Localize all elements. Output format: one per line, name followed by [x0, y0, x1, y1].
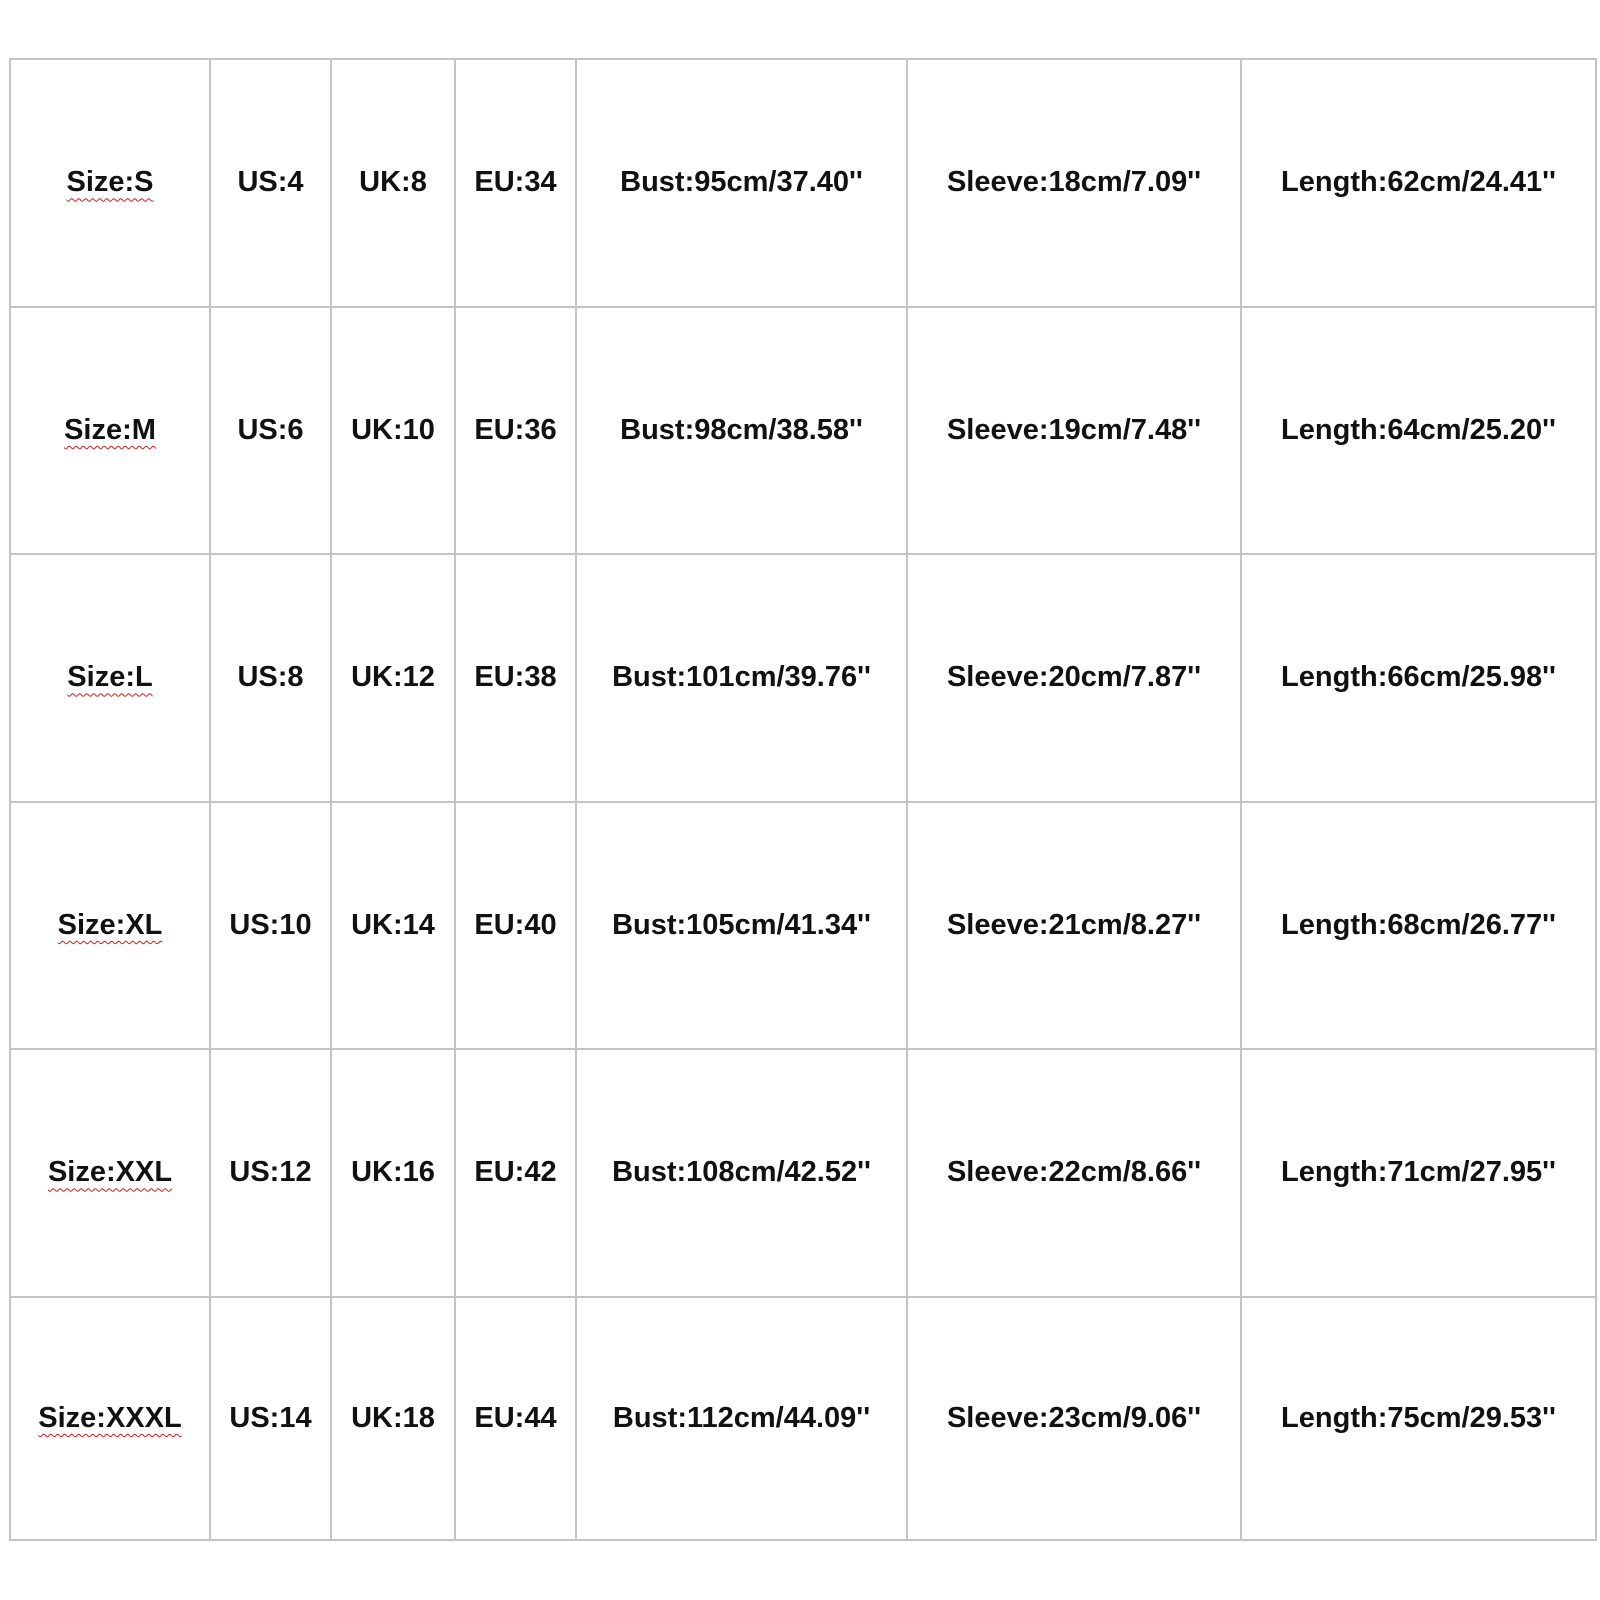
bust-cell: Bust:105cm/41.34'': [576, 802, 907, 1050]
bust-cell: Bust:101cm/39.76'': [576, 554, 907, 802]
us-size-cell: US:8: [210, 554, 331, 802]
bust-cell: Bust:112cm/44.09'': [576, 1297, 907, 1541]
size-label: Size:XL: [57, 908, 163, 941]
bust-cell: Bust:108cm/42.52'': [576, 1049, 907, 1297]
us-size-cell: US:4: [210, 59, 331, 307]
size-label: Size:M: [64, 413, 156, 446]
eu-size-cell: EU:40: [455, 802, 576, 1050]
table-row: [10, 802, 1596, 1050]
sleeve-cell: Sleeve:21cm/8.27'': [907, 802, 1241, 1050]
us-size-cell: US:10: [210, 802, 331, 1050]
sleeve-cell: Sleeve:23cm/9.06'': [907, 1297, 1241, 1541]
size-cell: [10, 554, 210, 802]
size-cell: [10, 1049, 210, 1297]
length-cell: Length:64cm/25.20'': [1241, 307, 1596, 555]
us-size-cell: US:14: [210, 1297, 331, 1541]
sleeve-cell: Sleeve:20cm/7.87'': [907, 554, 1241, 802]
uk-size-cell: UK:14: [331, 802, 455, 1050]
size-cell: [10, 59, 210, 307]
length-cell: Length:66cm/25.98'': [1241, 554, 1596, 802]
size-cell: [10, 1297, 210, 1541]
table-row: [10, 59, 1596, 307]
uk-size-cell: UK:16: [331, 1049, 455, 1297]
bust-cell: Bust:98cm/38.58'': [576, 307, 907, 555]
length-cell: Length:62cm/24.41'': [1241, 59, 1596, 307]
uk-size-cell: UK:18: [331, 1297, 455, 1541]
size-cell: [10, 802, 210, 1050]
sleeve-cell: Sleeve:19cm/7.48'': [907, 307, 1241, 555]
size-label: Size:L: [67, 661, 153, 694]
length-cell: Length:68cm/26.77'': [1241, 802, 1596, 1050]
table-row: [10, 1297, 1596, 1541]
size-chart-table: [9, 58, 1597, 1541]
table-row: [10, 1049, 1596, 1297]
uk-size-cell: UK:8: [331, 59, 455, 307]
eu-size-cell: EU:44: [455, 1297, 576, 1541]
size-label: Size:XXXL: [38, 1401, 182, 1434]
bust-cell: Bust:95cm/37.40'': [576, 59, 907, 307]
eu-size-cell: EU:34: [455, 59, 576, 307]
length-cell: Length:75cm/29.53'': [1241, 1297, 1596, 1541]
us-size-cell: US:6: [210, 307, 331, 555]
sleeve-cell: Sleeve:22cm/8.66'': [907, 1049, 1241, 1297]
table-row: [10, 307, 1596, 555]
us-size-cell: US:12: [210, 1049, 331, 1297]
sleeve-cell: Sleeve:18cm/7.09'': [907, 59, 1241, 307]
uk-size-cell: UK:12: [331, 554, 455, 802]
eu-size-cell: EU:42: [455, 1049, 576, 1297]
table-row: [10, 554, 1596, 802]
size-label: Size:S: [66, 166, 154, 199]
size-cell: [10, 307, 210, 555]
eu-size-cell: EU:38: [455, 554, 576, 802]
size-label: Size:XXL: [47, 1156, 173, 1189]
uk-size-cell: UK:10: [331, 307, 455, 555]
eu-size-cell: EU:36: [455, 307, 576, 555]
length-cell: Length:71cm/27.95'': [1241, 1049, 1596, 1297]
